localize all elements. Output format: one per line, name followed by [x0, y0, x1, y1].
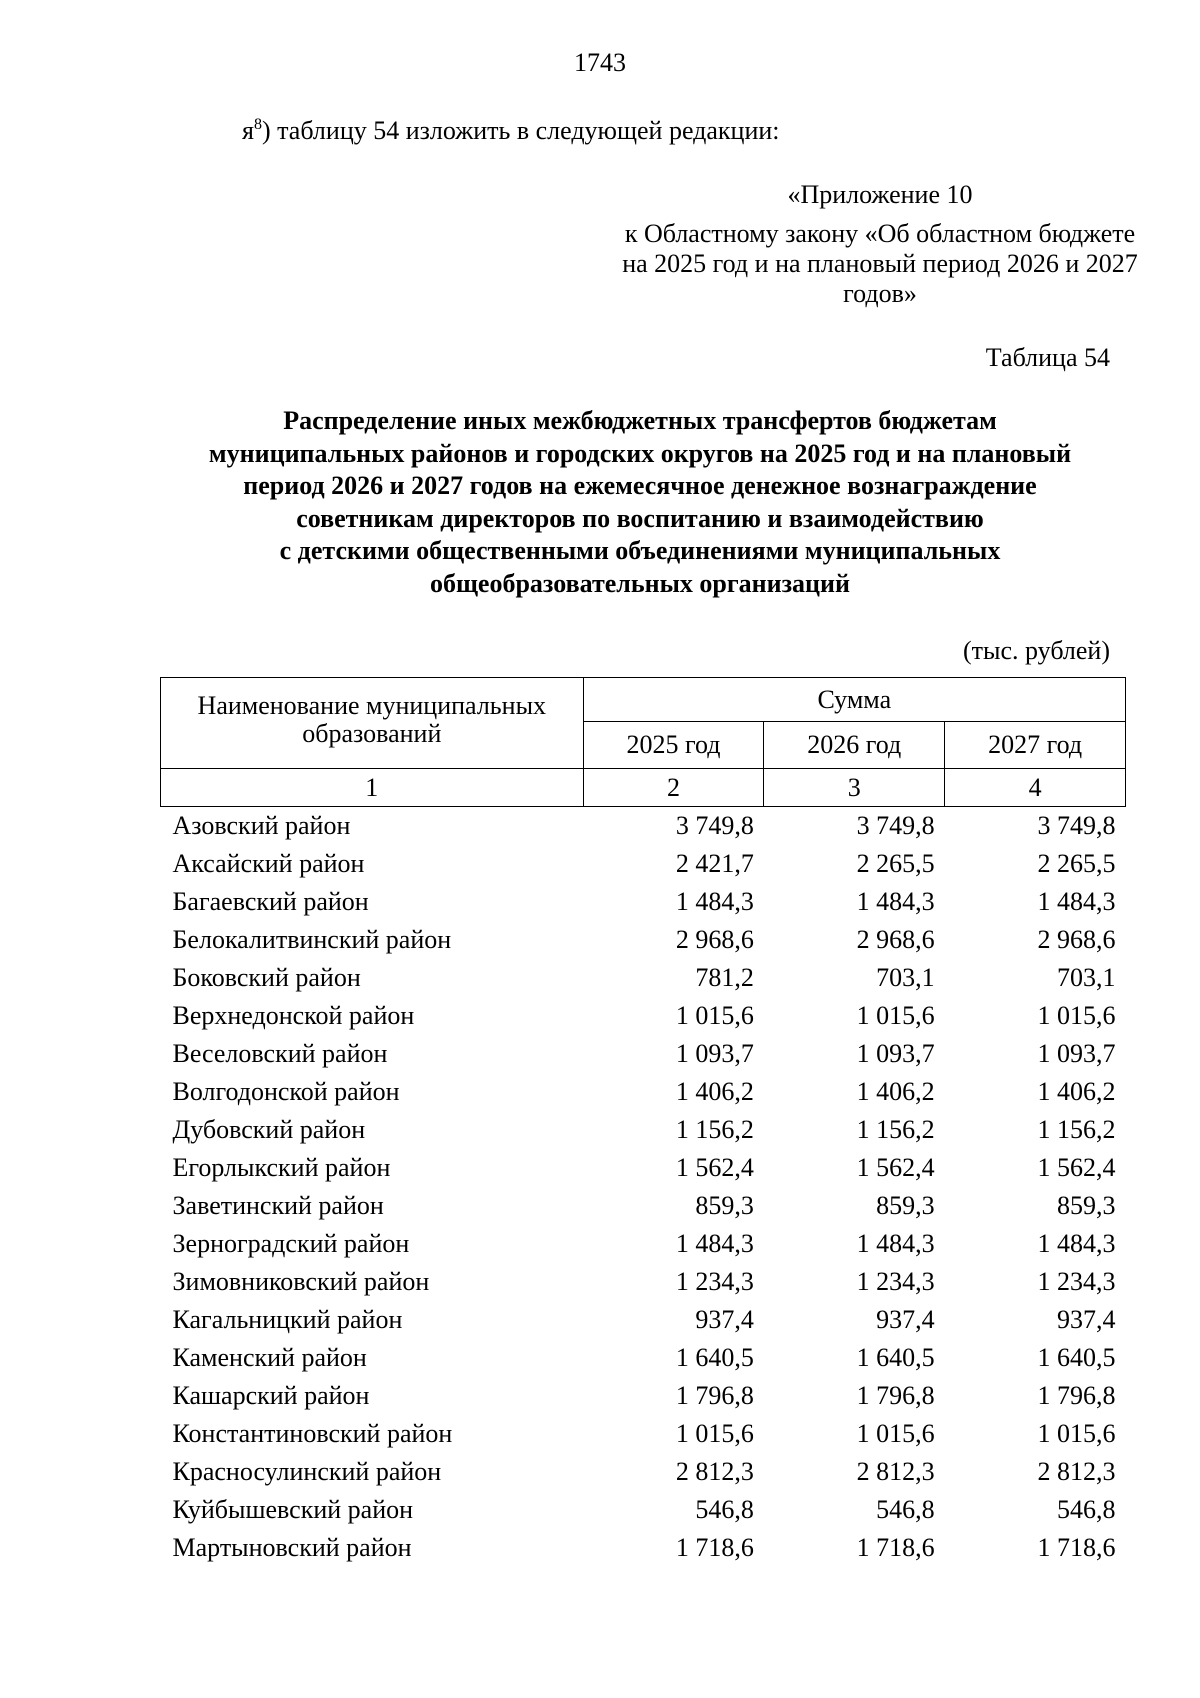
value-2025: 1 093,7: [675, 1039, 754, 1068]
district-name: Зимовниковский район: [172, 1267, 430, 1296]
table-row: [161, 1035, 1126, 1073]
title-line: период 2026 и 2027 годов на ежемесячное денежное вознаграждение: [243, 471, 1037, 500]
table-row: [161, 1225, 1126, 1263]
district-name: Аксайский район: [172, 849, 365, 878]
value-2025: 1 015,6: [675, 1419, 754, 1448]
value-2025: 2 421,7: [675, 849, 754, 878]
district-name: Дубовский район: [172, 1115, 366, 1144]
table-body: [161, 807, 1126, 1568]
value-2026: 1 562,4: [856, 1153, 935, 1182]
district-name: Белокалитвинский район: [172, 925, 452, 954]
value-2026: 1 484,3: [856, 1229, 935, 1258]
value-2026: 1 093,7: [856, 1039, 935, 1068]
value-2026: 546,8: [876, 1495, 935, 1524]
district-name: Красносулинский район: [172, 1457, 442, 1486]
value-2026: 1 796,8: [856, 1381, 935, 1410]
value-2025: 781,2: [695, 963, 754, 992]
value-2026: 1 234,3: [856, 1267, 935, 1296]
title-line: муниципальных районов и городских округов на 2025 год и на плановый: [208, 438, 1072, 468]
instruction-superscript: 8: [253, 116, 262, 133]
district-name: Зерноградский район: [172, 1229, 410, 1258]
value-2026: 1 640,5: [856, 1343, 935, 1372]
value-2025: 1 640,5: [675, 1343, 754, 1372]
value-2026: 1 015,6: [856, 1419, 935, 1448]
value-2026: 859,3: [876, 1191, 935, 1220]
column-number: 4: [945, 769, 1126, 807]
header-year: 2025 год: [583, 722, 764, 769]
table-row: [161, 1377, 1126, 1415]
page-number: 1743: [574, 48, 626, 77]
value-2027: 1 015,6: [1037, 1001, 1116, 1030]
title-line: общеобразовательных организаций: [429, 568, 850, 598]
value-2025: 3 749,8: [675, 811, 754, 840]
document-title: [150, 405, 1130, 600]
district-name: Багаевский район: [172, 887, 369, 916]
value-2025: 1 718,6: [675, 1533, 754, 1562]
header-year: 2027 год: [945, 722, 1126, 769]
instruction-text: ) таблицу 54 изложить в следующей редакции:: [261, 116, 780, 145]
value-2025: 546,8: [695, 1495, 754, 1524]
appendix-block: [620, 180, 1140, 309]
value-2025: 1 015,6: [675, 1001, 754, 1030]
value-2026: 1 015,6: [856, 1001, 935, 1030]
district-name: Веселовский район: [172, 1039, 388, 1068]
value-2026: 2 812,3: [856, 1457, 935, 1486]
value-2025: 1 156,2: [675, 1115, 754, 1144]
appendix-title: «Приложение 10: [787, 180, 973, 209]
value-2026: 1 718,6: [856, 1533, 935, 1562]
district-name: Константиновский район: [172, 1419, 453, 1448]
value-2026: 1 484,3: [856, 887, 935, 916]
value-2025: 1 234,3: [675, 1267, 754, 1296]
table-row: [161, 1339, 1126, 1377]
column-number: 1: [161, 769, 584, 807]
table-label: Таблица 54: [985, 343, 1110, 372]
value-2025: 2 812,3: [675, 1457, 754, 1486]
value-2027: 1 562,4: [1037, 1153, 1116, 1182]
value-2027: 859,3: [1057, 1191, 1116, 1220]
table-row: [161, 845, 1126, 883]
table-row: [161, 1415, 1126, 1453]
value-2027: 1 484,3: [1037, 1229, 1116, 1258]
value-2025: 1 484,3: [675, 1229, 754, 1258]
units-label: (тыс. рублей): [962, 636, 1110, 665]
value-2027: 1 718,6: [1037, 1533, 1116, 1562]
value-2025: 1 562,4: [675, 1153, 754, 1182]
value-2027: 703,1: [1057, 963, 1116, 992]
column-number: 2: [583, 769, 764, 807]
value-2026: 2 265,5: [856, 849, 935, 878]
value-2027: 1 234,3: [1037, 1267, 1116, 1296]
table-row: [161, 1263, 1126, 1301]
value-2027: 937,4: [1057, 1305, 1116, 1334]
value-2026: 1 156,2: [856, 1115, 935, 1144]
table-row: [161, 1187, 1126, 1225]
value-2025: 1 406,2: [675, 1077, 754, 1106]
value-2026: 1 406,2: [856, 1077, 935, 1106]
district-name: Заветинский район: [172, 1191, 384, 1220]
value-2027: 3 749,8: [1037, 811, 1116, 840]
district-name: Мартыновский район: [172, 1533, 412, 1562]
header-year: 2026 год: [764, 722, 945, 769]
table-row: [161, 1073, 1126, 1111]
table-row: [161, 921, 1126, 959]
value-2027: 1 156,2: [1037, 1115, 1116, 1144]
value-2026: 3 749,8: [856, 811, 935, 840]
title-line: советникам директоров по воспитанию и взаимодействию: [296, 503, 984, 533]
district-name: Верхнедонской район: [172, 1001, 415, 1030]
table-row: [161, 1529, 1126, 1567]
district-name: Кашарский район: [172, 1381, 370, 1410]
amendment-instruction: [242, 116, 780, 146]
value-2027: 2 968,6: [1037, 925, 1116, 954]
district-name: Азовский район: [172, 811, 351, 840]
table-row: [161, 1111, 1126, 1149]
value-2027: 1 796,8: [1037, 1381, 1116, 1410]
value-2025: 1 484,3: [675, 887, 754, 916]
value-2027: 1 406,2: [1037, 1077, 1116, 1106]
value-2027: 1 015,6: [1037, 1419, 1116, 1448]
value-2027: 2 265,5: [1037, 849, 1116, 878]
value-2025: 1 796,8: [675, 1381, 754, 1410]
district-name: Каменский район: [172, 1343, 367, 1372]
table-row: [161, 997, 1126, 1035]
district-name: Боковский район: [172, 963, 361, 992]
table-row: [161, 959, 1126, 997]
district-name: Куйбышевский район: [172, 1495, 414, 1524]
value-2027: 1 640,5: [1037, 1343, 1116, 1372]
value-2027: 2 812,3: [1037, 1457, 1116, 1486]
value-2025: 2 968,6: [675, 925, 754, 954]
value-2027: 546,8: [1057, 1495, 1116, 1524]
transfers-table: [160, 677, 1126, 1567]
column-number: 3: [764, 769, 945, 807]
value-2026: 937,4: [876, 1305, 935, 1334]
header-name: Наименование муниципальных образований: [161, 678, 584, 769]
title-line: с детскими общественными объединениями муниципальных: [279, 536, 1001, 565]
value-2025: 937,4: [695, 1305, 754, 1334]
title-line: Распределение иных межбюджетных трансфертов бюджетам: [283, 406, 997, 435]
header-sum: Сумма: [583, 678, 1125, 722]
table-row: [161, 807, 1126, 846]
value-2025: 859,3: [695, 1191, 754, 1220]
district-name: Волгодонской район: [172, 1077, 400, 1106]
value-2027: 1 484,3: [1037, 887, 1116, 916]
value-2026: 703,1: [876, 963, 935, 992]
value-2026: 2 968,6: [856, 925, 935, 954]
table-row: [161, 1149, 1126, 1187]
table-row: [161, 1301, 1126, 1339]
table-row: [161, 1453, 1126, 1491]
table-row: [161, 883, 1126, 921]
district-name: Кагальницкий район: [172, 1305, 403, 1334]
appendix-reference: к Областному закону «Об областном бюджете на 2025 год и на плановый период 2026 и 2027 годов»: [622, 219, 1138, 308]
table-row: [161, 1491, 1126, 1529]
instruction-prefix: я: [242, 116, 254, 145]
value-2027: 1 093,7: [1037, 1039, 1116, 1068]
district-name: Егорлыкский район: [172, 1153, 391, 1182]
